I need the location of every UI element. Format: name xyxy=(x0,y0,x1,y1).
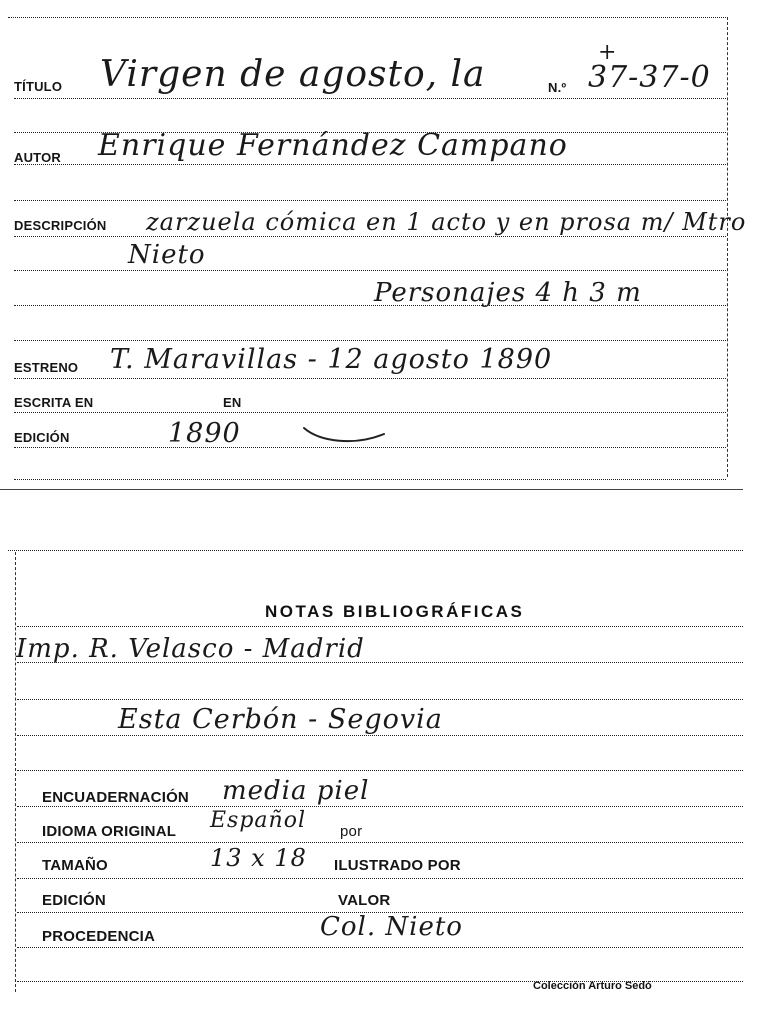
note-imprenta: Imp. R. Velasco - Madrid xyxy=(16,634,365,664)
ruled-line xyxy=(14,200,726,201)
autor-label: AUTOR xyxy=(14,150,61,165)
procedencia-value: Col. Nieto xyxy=(320,912,463,942)
valor-label: VALOR xyxy=(338,892,391,909)
front-card-right-edge xyxy=(727,17,728,477)
escrita-en-place-label: EN xyxy=(223,395,242,410)
ruled-line xyxy=(14,164,726,165)
ruled-line xyxy=(14,270,726,271)
descripcion-label: DESCRIPCIÓN xyxy=(14,218,107,233)
collection-credit: Colección Arturo Sedó xyxy=(533,980,652,992)
encuadernacion-value: media piel xyxy=(222,776,370,806)
ruled-line xyxy=(17,842,743,843)
encuadernacion-label: ENCUADERNACIÓN xyxy=(42,789,189,806)
tamano-label: TAMAÑO xyxy=(42,857,108,874)
autor-value: Enrique Fernández Campano xyxy=(98,128,568,163)
ruled-line xyxy=(17,699,743,700)
edicion-value: 1890 xyxy=(168,418,241,449)
descripcion-line-2: Nieto xyxy=(128,240,206,270)
tamano-value: 13 x 18 xyxy=(210,844,307,872)
descripcion-line-3: Personajes 4 h 3 m xyxy=(374,278,642,308)
front-card-top-edge xyxy=(8,17,728,18)
back-card-left-edge xyxy=(15,552,16,992)
back-index-card xyxy=(0,540,759,1028)
estreno-value: T. Maravillas - 12 agosto 1890 xyxy=(110,344,553,375)
ruled-line xyxy=(17,770,743,771)
ruled-line xyxy=(14,340,726,341)
ruled-line xyxy=(14,412,726,413)
ruled-line xyxy=(17,626,743,627)
por-label: por xyxy=(340,823,363,840)
back-card-top-edge xyxy=(8,550,743,551)
idioma-original-label: IDIOMA ORIGINAL xyxy=(42,823,177,840)
cross-mark: + xyxy=(598,40,618,65)
front-index-card xyxy=(0,0,759,500)
pen-stroke xyxy=(300,420,390,450)
page-title: NOTAS BIBLIOGRÁFICAS xyxy=(265,602,525,621)
ruled-line xyxy=(17,878,743,879)
ruled-line xyxy=(17,947,743,948)
idioma-original-value: Español xyxy=(210,808,306,833)
numero-value: 37-37-0 xyxy=(588,60,711,95)
ruled-line xyxy=(17,806,743,807)
ruled-line xyxy=(14,479,726,480)
note-ubicacion: Esta Cerbón - Segovia xyxy=(118,704,443,735)
edicion-label: EDICIÓN xyxy=(14,430,70,445)
estreno-label: ESTRENO xyxy=(14,360,79,375)
ilustrado-por-label: ILUSTRADO POR xyxy=(334,857,461,874)
titulo-label: TÍTULO xyxy=(14,79,63,94)
descripcion-line-1: zarzuela cómica en 1 acto y en prosa m/ Mtro xyxy=(146,208,747,236)
front-card-bottom-edge xyxy=(0,489,743,490)
escrita-en-label: ESCRITA EN xyxy=(14,395,94,410)
edicion-label-back: EDICIÓN xyxy=(42,892,106,909)
procedencia-label: PROCEDENCIA xyxy=(42,928,156,945)
titulo-value: Virgen de agosto, la xyxy=(100,54,486,95)
ruled-line xyxy=(14,378,726,379)
numero-label: N.º xyxy=(548,80,567,95)
ruled-line xyxy=(14,98,726,99)
ruled-line xyxy=(17,735,743,736)
ruled-line xyxy=(14,236,726,237)
